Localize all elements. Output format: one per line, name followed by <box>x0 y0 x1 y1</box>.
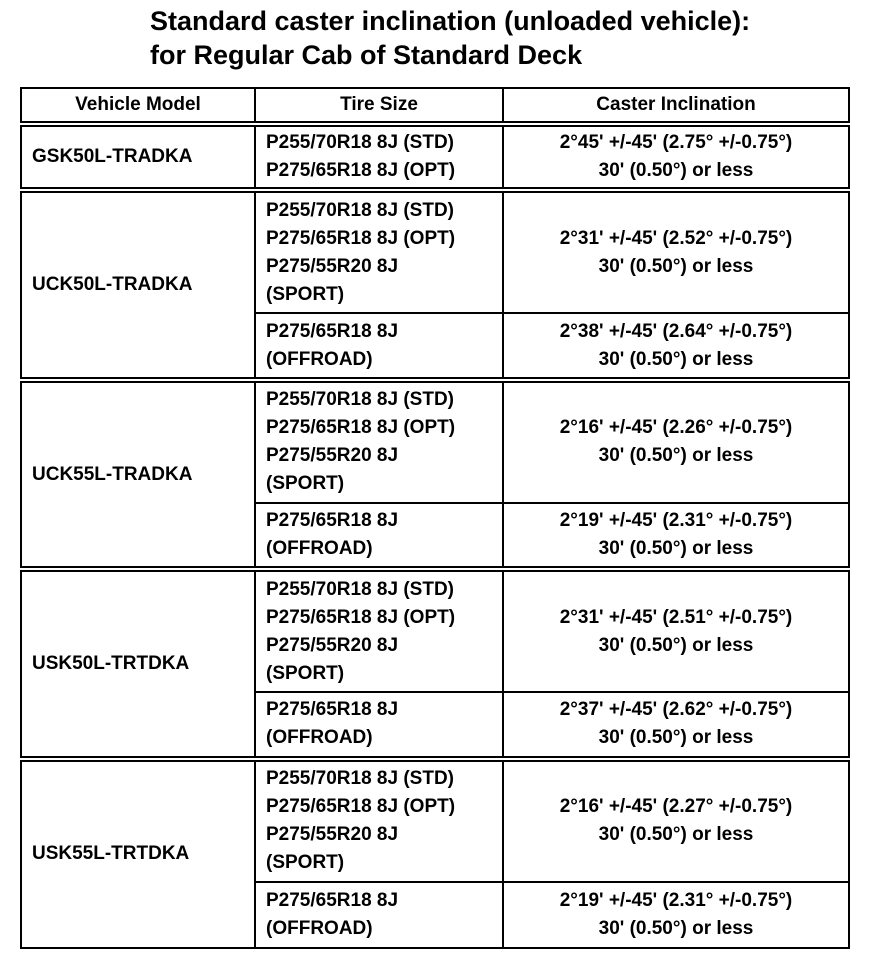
page-title <box>150 4 750 72</box>
tire-size-line: P275/65R18 8J (OPT) <box>266 606 456 628</box>
tire-size-line: P275/65R18 8J <box>266 509 399 531</box>
tire-size-line: P255/70R18 8J (STD) <box>266 578 454 600</box>
tire-size-cell <box>255 380 503 503</box>
caster-inclination-cell <box>503 313 849 379</box>
header-row <box>21 88 849 124</box>
tire-size-cell <box>255 503 503 569</box>
table-row <box>21 124 849 190</box>
vehicle-model-cell: USK50L-TRTDKA <box>21 569 255 758</box>
vehicle-model-cell: UCK50L-TRADKA <box>21 190 255 379</box>
caster-inclination-cell <box>503 882 849 949</box>
tire-size-line: P255/70R18 8J (STD) <box>266 768 454 790</box>
caster-inclination-table <box>20 87 850 949</box>
caster-inclination-line: 2°19' +/-45' (2.31° +/-0.75°) <box>559 889 793 911</box>
caster-inclination-cell <box>503 759 849 882</box>
title-line-2: for Regular Cab of Standard Deck <box>150 40 583 70</box>
tire-size-line: P275/65R18 8J (OPT) <box>266 227 456 249</box>
tire-size-line: P275/55R20 8J <box>266 824 399 846</box>
header-tire-size: Tire Size <box>255 88 503 124</box>
tire-size-line: P275/55R20 8J <box>266 634 399 656</box>
title-line-1: Standard caster inclination (unloaded vehicle): <box>150 6 751 36</box>
tire-size-cell <box>255 190 503 313</box>
tire-size-line: P275/65R18 8J <box>266 889 399 911</box>
tire-size-line: P275/65R18 8J (OPT) <box>266 796 456 818</box>
tire-size-line: P255/70R18 8J (STD) <box>266 132 454 154</box>
caster-inclination-cell <box>503 692 849 758</box>
caster-inclination-line: 30' (0.50°) or less <box>598 917 754 939</box>
tire-size-cell <box>255 882 503 949</box>
header-caster-inclination: Caster Inclination <box>503 88 849 124</box>
tire-size-line: (OFFROAD) <box>266 727 373 749</box>
tire-size-line: P255/70R18 8J (STD) <box>266 199 454 221</box>
vehicle-model-cell: GSK50L-TRADKA <box>21 124 255 190</box>
vehicle-group <box>21 380 849 569</box>
tire-size-line: P275/65R18 8J (OPT) <box>266 417 456 439</box>
caster-inclination-line: 30' (0.50°) or less <box>598 824 754 846</box>
caster-inclination-line: 30' (0.50°) or less <box>598 445 754 467</box>
tire-size-line: (SPORT) <box>266 473 345 495</box>
vehicle-model-cell: UCK55L-TRADKA <box>21 380 255 569</box>
table-row <box>21 380 849 503</box>
tire-size-line: (SPORT) <box>266 662 345 684</box>
tire-size-line: (SPORT) <box>266 283 345 305</box>
caster-inclination-cell <box>503 380 849 503</box>
vehicle-group <box>21 190 849 379</box>
caster-inclination-line: 30' (0.50°) or less <box>598 348 754 370</box>
tire-size-line: (OFFROAD) <box>266 348 373 370</box>
caster-inclination-line: 2°31' +/-45' (2.51° +/-0.75°) <box>559 606 793 628</box>
tire-size-line: P275/65R18 8J (OPT) <box>266 160 456 182</box>
caster-inclination-cell <box>503 503 849 569</box>
table-row <box>21 569 849 692</box>
caster-inclination-cell <box>503 190 849 313</box>
tire-size-cell <box>255 313 503 379</box>
table-header <box>21 88 849 124</box>
tire-size-line: P275/65R18 8J <box>266 699 399 721</box>
caster-inclination-line: 2°38' +/-45' (2.64° +/-0.75°) <box>559 320 793 342</box>
vehicle-group <box>21 569 849 758</box>
tire-size-line: P275/55R20 8J <box>266 255 399 277</box>
tire-size-line: (OFFROAD) <box>266 917 373 939</box>
caster-inclination-line: 30' (0.50°) or less <box>598 160 754 182</box>
caster-inclination-line: 2°19' +/-45' (2.31° +/-0.75°) <box>559 509 793 531</box>
caster-inclination-line: 30' (0.50°) or less <box>598 727 754 749</box>
caster-inclination-line: 2°16' +/-45' (2.26° +/-0.75°) <box>559 417 793 439</box>
vehicle-group <box>21 124 849 190</box>
tire-size-line: P275/55R20 8J <box>266 445 399 467</box>
tire-size-line: P275/65R18 8J <box>266 320 399 342</box>
tire-size-line: (SPORT) <box>266 852 345 874</box>
tire-size-line: (OFFROAD) <box>266 537 373 559</box>
caster-inclination-cell <box>503 124 849 190</box>
table-row <box>21 190 849 313</box>
caster-inclination-line: 2°37' +/-45' (2.62° +/-0.75°) <box>559 699 793 721</box>
tire-size-cell <box>255 759 503 882</box>
table-row <box>21 759 849 882</box>
vehicle-model-cell: USK55L-TRTDKA <box>21 759 255 948</box>
tire-size-cell <box>255 692 503 758</box>
header-vehicle-model: Vehicle Model <box>21 88 255 124</box>
caster-inclination-line: 30' (0.50°) or less <box>598 537 754 559</box>
caster-inclination-line: 2°31' +/-45' (2.52° +/-0.75°) <box>559 227 793 249</box>
vehicle-group <box>21 759 849 948</box>
tire-size-cell <box>255 124 503 190</box>
caster-inclination-cell <box>503 569 849 692</box>
caster-inclination-line: 30' (0.50°) or less <box>598 634 754 656</box>
caster-inclination-line: 2°45' +/-45' (2.75° +/-0.75°) <box>559 132 793 154</box>
tire-size-cell <box>255 569 503 692</box>
tire-size-line: P255/70R18 8J (STD) <box>266 389 454 411</box>
caster-inclination-line: 30' (0.50°) or less <box>598 255 754 277</box>
caster-inclination-line: 2°16' +/-45' (2.27° +/-0.75°) <box>559 796 793 818</box>
